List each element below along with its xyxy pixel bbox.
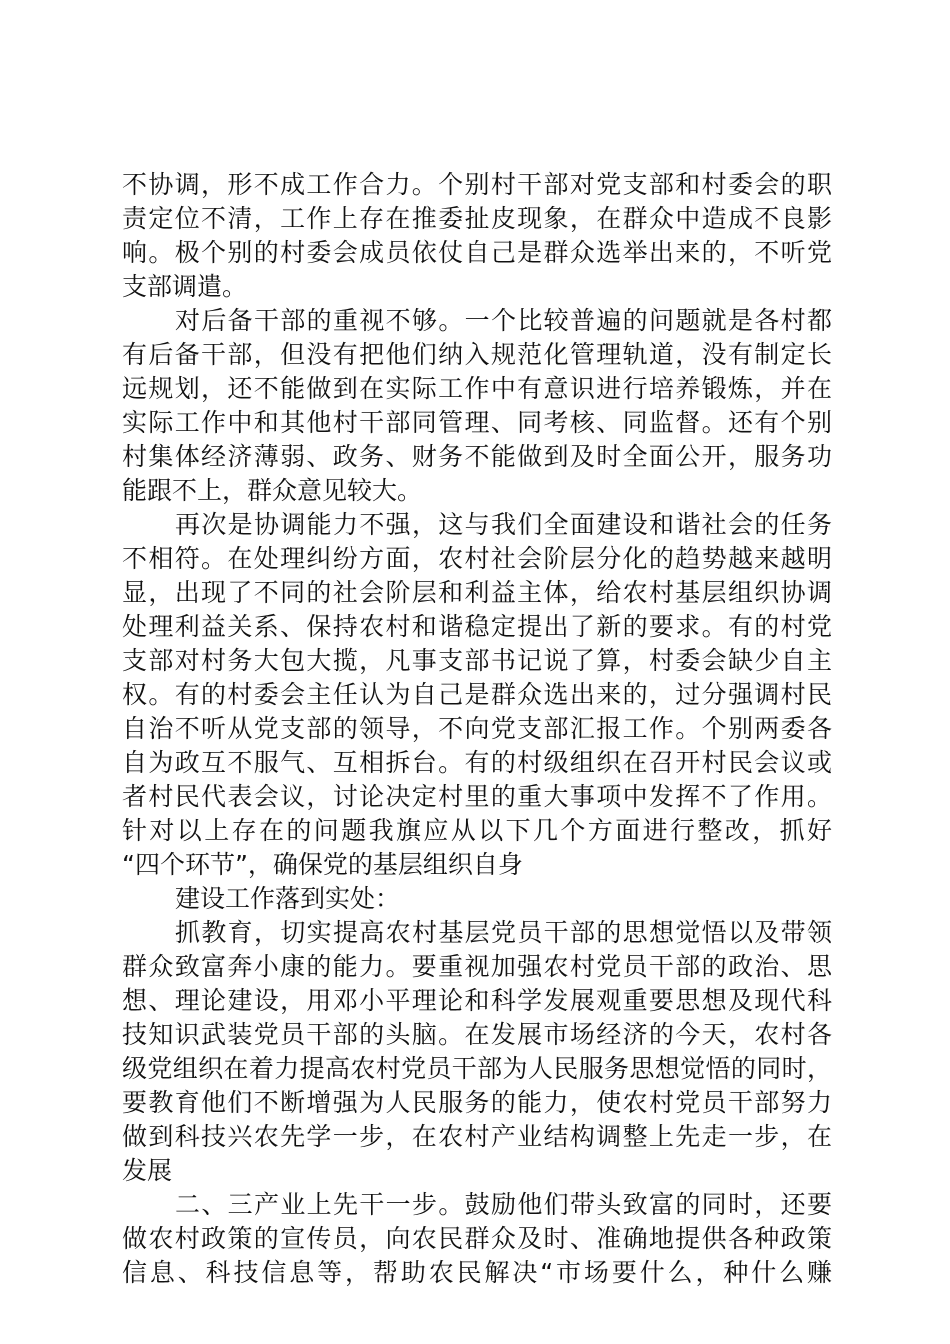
text-line: 者村民代表会议，讨论决定村里的重大事项中发挥不了作用。 (122, 782, 832, 811)
text-line: 村集体经济薄弱、政务、财务不能做到及时全面公开，服务功 (122, 442, 832, 471)
text-line: 级党组织在着力提高农村党员干部为人民服务思想觉悟的同时， (122, 1054, 832, 1083)
paragraph-first-line: 建设工作落到实处： (175, 884, 401, 913)
text-line: 想、理论建设，用邓小平理论和科学发展观重要思想及现代科 (122, 986, 832, 1015)
paragraph-first-line: 二、三产业上先干一步。鼓励他们带头致富的同时，还要 (175, 1190, 832, 1219)
text-line: 权。有的村委会主任认为自己是群众选出来的，过分强调村民 (122, 680, 832, 709)
text-line: 要教育他们不断增强为人民服务的能力，使农村党员干部努力 (122, 1088, 832, 1117)
text-line: 不协调，形不成工作合力。个别村干部对党支部和村委会的职 (122, 170, 832, 199)
text-line: 做到科技兴农先学一步，在农村产业结构调整上先走一步，在 (122, 1122, 832, 1151)
text-line: 群众致富奔小康的能力。要重视加强农村党员干部的政治、思 (122, 952, 832, 981)
text-line: 能跟不上，群众意见较大。 (122, 476, 423, 505)
text-line: 不相符。在处理纠纷方面，农村社会阶层分化的趋势越来越明 (122, 544, 832, 573)
text-line: 响。极个别的村委会成员依仗自己是群众选举出来的，不听党 (122, 238, 832, 267)
text-line: 实际工作中和其他村干部同管理、同考核、同监督。还有个别 (122, 408, 832, 437)
text-line: 自治不听从党支部的领导，不向党支部汇报工作。个别两委各 (122, 714, 832, 743)
text-line: 针对以上存在的问题我旗应从以下几个方面进行整改，抓好 (122, 816, 832, 845)
text-line: 有后备干部，但没有把他们纳入规范化管理轨道，没有制定长 (122, 340, 832, 369)
text-line: “四个环节”，确保党的基层组织自身 (122, 850, 523, 879)
text-line: 信息、科技信息等，帮助农民解决“市场要什么，种什么赚 (122, 1258, 832, 1287)
text-line: 做农村政策的宣传员，向农民群众及时、准确地提供各种政策 (122, 1224, 832, 1253)
text-line: 自为政互不服气、互相拆台。有的村级组织在召开村民会议或 (122, 748, 832, 777)
paragraph-first-line: 对后备干部的重视不够。一个比较普遍的问题就是各村都 (175, 306, 832, 335)
paragraph-first-line: 抓教育，切实提高农村基层党员干部的思想觉悟以及带领 (175, 918, 832, 947)
text-line: 责定位不清，工作上存在推委扯皮现象，在群众中造成不良影 (122, 204, 832, 233)
text-line: 处理利益关系、保持农村和谐稳定提出了新的要求。有的村党 (122, 612, 832, 641)
text-line: 远规划，还不能做到在实际工作中有意识进行培养锻炼，并在 (122, 374, 832, 403)
text-line: 支部对村务大包大揽，凡事支部书记说了算，村委会缺少自主 (122, 646, 832, 675)
text-line: 显，出现了不同的社会阶层和利益主体，给农村基层组织协调 (122, 578, 832, 607)
text-line: 支部调遣。 (122, 272, 248, 301)
text-line: 技知识武装党员干部的头脑。在发展市场经济的今天，农村各 (122, 1020, 832, 1049)
text-line: 发展 (122, 1156, 173, 1185)
paragraph-first-line: 再次是协调能力不强，这与我们全面建设和谐社会的任务 (175, 510, 832, 539)
